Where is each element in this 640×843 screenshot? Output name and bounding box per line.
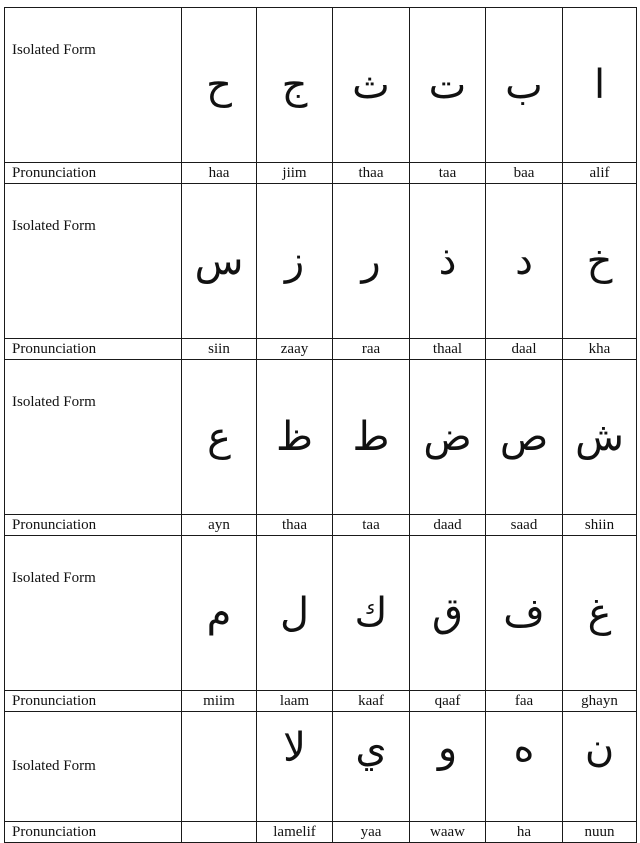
letter-name-cell: thaa	[257, 515, 333, 536]
letter-name-cell: kha	[563, 339, 637, 360]
letter-glyph-cell: د	[486, 184, 563, 339]
isolated-form-row	[5, 8, 637, 163]
letter-name-cell: yaa	[333, 822, 410, 843]
letter-glyph-cell: ث	[333, 8, 410, 163]
letter-name-cell: ayn	[182, 515, 257, 536]
letter-name-cell: laam	[257, 691, 333, 712]
letter-glyph-cell	[182, 712, 257, 822]
pronunciation-row	[5, 691, 637, 712]
letter-glyph-cell: ك	[333, 536, 410, 691]
letter-glyph-cell: ذ	[410, 184, 486, 339]
isolated-form-label: Isolated Form	[5, 8, 182, 163]
letter-name-cell: taa	[333, 515, 410, 536]
letter-name-cell: taa	[410, 163, 486, 184]
letter-glyph-cell: و	[410, 712, 486, 822]
letter-glyph-cell: ل	[257, 536, 333, 691]
letter-glyph-cell: ظ	[257, 360, 333, 515]
pronunciation-label: Pronunciation	[5, 822, 182, 843]
letter-name-cell: siin	[182, 339, 257, 360]
letter-glyph-cell: ص	[486, 360, 563, 515]
letter-glyph-cell: س	[182, 184, 257, 339]
isolated-form-label: Isolated Form	[5, 536, 182, 691]
letter-name-cell: qaaf	[410, 691, 486, 712]
letter-glyph-cell: ز	[257, 184, 333, 339]
letter-name-cell: waaw	[410, 822, 486, 843]
letter-glyph-cell: ق	[410, 536, 486, 691]
letter-name-cell: ghayn	[563, 691, 637, 712]
pronunciation-label: Pronunciation	[5, 339, 182, 360]
letter-name-cell: shiin	[563, 515, 637, 536]
pronunciation-row	[5, 515, 637, 536]
pronunciation-label: Pronunciation	[5, 691, 182, 712]
isolated-form-row	[5, 712, 637, 822]
arabic-alphabet-table	[4, 7, 637, 843]
letter-glyph-cell: غ	[563, 536, 637, 691]
letter-name-cell: baa	[486, 163, 563, 184]
pronunciation-label: Pronunciation	[5, 515, 182, 536]
letter-glyph-cell: ت	[410, 8, 486, 163]
letter-glyph-cell: ا	[563, 8, 637, 163]
letter-name-cell: saad	[486, 515, 563, 536]
letter-name-cell: faa	[486, 691, 563, 712]
pronunciation-label: Pronunciation	[5, 163, 182, 184]
letter-glyph-cell: خ	[563, 184, 637, 339]
letter-name-cell: thaal	[410, 339, 486, 360]
letter-glyph-cell: ي	[333, 712, 410, 822]
letter-name-cell: jiim	[257, 163, 333, 184]
letter-name-cell: thaa	[333, 163, 410, 184]
letter-glyph-cell: ع	[182, 360, 257, 515]
table-body	[5, 8, 637, 843]
letter-glyph-cell: ف	[486, 536, 563, 691]
letter-glyph-cell: ض	[410, 360, 486, 515]
letter-name-cell: alif	[563, 163, 637, 184]
letter-name-cell: daad	[410, 515, 486, 536]
letter-name-cell: nuun	[563, 822, 637, 843]
letter-glyph-cell: ر	[333, 184, 410, 339]
letter-glyph-cell: م	[182, 536, 257, 691]
letter-glyph-cell: ط	[333, 360, 410, 515]
letter-name-cell: zaay	[257, 339, 333, 360]
letter-name-cell: raa	[333, 339, 410, 360]
isolated-form-label: Isolated Form	[5, 184, 182, 339]
pronunciation-row	[5, 339, 637, 360]
letter-name-cell: kaaf	[333, 691, 410, 712]
letter-glyph-cell: ش	[563, 360, 637, 515]
pronunciation-row	[5, 163, 637, 184]
isolated-form-row	[5, 360, 637, 515]
letter-name-cell: miim	[182, 691, 257, 712]
letter-name-cell: lamelif	[257, 822, 333, 843]
letter-name-cell: ha	[486, 822, 563, 843]
letter-name-cell	[182, 822, 257, 843]
letter-name-cell: haa	[182, 163, 257, 184]
letter-glyph-cell: ح	[182, 8, 257, 163]
isolated-form-row	[5, 536, 637, 691]
isolated-form-label: Isolated Form	[5, 712, 182, 822]
isolated-form-label: Isolated Form	[5, 360, 182, 515]
letter-glyph-cell: ج	[257, 8, 333, 163]
pronunciation-row	[5, 822, 637, 843]
letter-glyph-cell: لا	[257, 712, 333, 822]
isolated-form-row	[5, 184, 637, 339]
letter-glyph-cell: ه	[486, 712, 563, 822]
letter-glyph-cell: ب	[486, 8, 563, 163]
letter-glyph-cell: ن	[563, 712, 637, 822]
letter-name-cell: daal	[486, 339, 563, 360]
